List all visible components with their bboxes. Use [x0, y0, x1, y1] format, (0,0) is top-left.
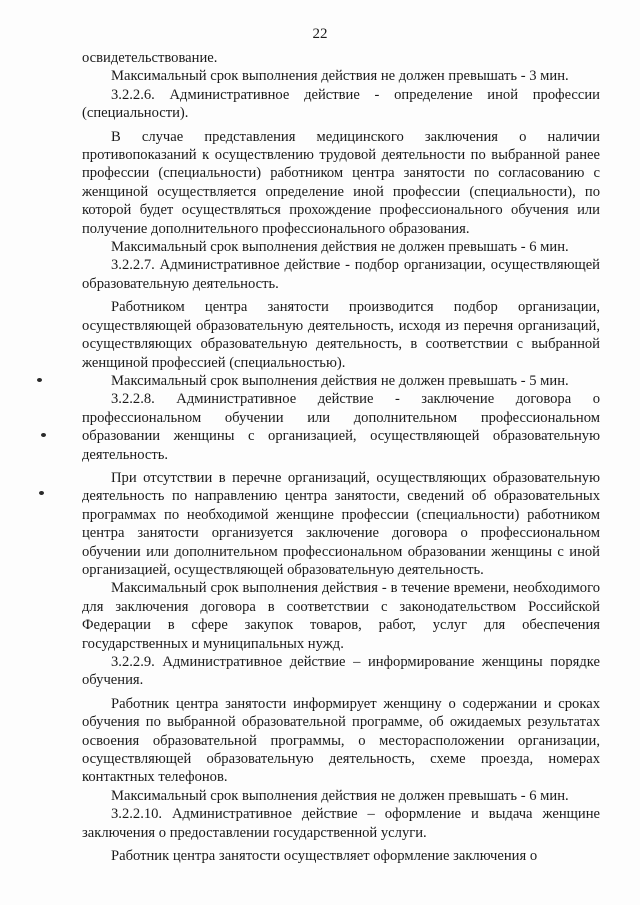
paragraph: Работник центра занятости информирует женщину о содержании и сроках обучения по выбранной образовательной программе, об ожидаемых результатах освоения образовательной программы, о месторасположении организации, осуществляющей образовательную деятельность, схеме проезда, номерах контактных телефонов. [82, 695, 600, 786]
margin-mark [41, 433, 46, 437]
section-heading: 3.2.2.9. Административное действие – информирование женщины порядке обучения. [82, 654, 600, 689]
paragraph: Максимальный срок выполнения действия не должен превышать - 6 мин. [111, 239, 569, 256]
paragraph: При отсутствии в перечне организаций, осуществляющих образовательную деятельность по направлению центра занятости, сведений об образовательных программах по необходимой женщине профессии (специальности) работником центра занятости организуется заключение договора о профессиональном обучении или дополнительном профессиональном образовании женщины с иной организацией, осуществляющей образовательную деятельность. [82, 469, 600, 578]
margin-mark [39, 491, 44, 495]
paragraph: освидетельствование. [82, 50, 218, 66]
paragraph: Максимальный срок выполнения действия не должен превышать - 6 мин. [111, 787, 569, 804]
margin-mark [37, 378, 42, 382]
paragraph: Максимальный срок выполнения действия не должен превышать - 3 мин. [111, 68, 569, 85]
paragraph: Работником центра занятости производится подбор организации, осуществляющей образовательную деятельность, исходя из перечня организаций, осуществляющих образовательную деятельность, в соответствии с выбранной женщиной профессией (специальностью). [82, 299, 600, 371]
page-number: 22 [312, 26, 328, 42]
paragraph: Максимальный срок выполнения действия не должен превышать - 5 мин. [111, 372, 569, 389]
section-heading: 3.2.2.7. Административное действие - подбор организации, осуществляющей образовательную деятельность. [82, 257, 600, 292]
section-heading: 3.2.2.10. Административное действие – оформление и выдача женщине заключения о предоставлении государственной услуги. [82, 806, 600, 841]
section-heading: 3.2.2.6. Административное действие - определение иной профессии (специальности). [82, 86, 600, 122]
paragraph: Работник центра занятости осуществляет оформление заключения о [111, 848, 538, 865]
paragraph: Максимальный срок выполнения действия - в течение времени, необходимого для заключения договора в соответствии с законодательством Российской Федерации в сфере закупок товаров, работ, услуг для обеспечения государственных и муниципальных нужд. [82, 580, 600, 652]
document-body [82, 49, 600, 865]
section-heading: 3.2.2.8. Административное действие - заключение договора о профессиональном обучении или дополнительном профессиональном образовании женщины с организацией, осуществляющей образовательную деятельность. [82, 391, 600, 463]
paragraph: В случае представления медицинского заключения о наличии противопоказаний к осуществлению трудовой деятельности по выбранной ранее профессии (специальности) работником центра занятости по согласованию с женщиной осуществляется определение иной профессии (специальности), по которой будет осуществляться прохождение профессионального обучения или получение дополнительного профессионального образования. [82, 128, 600, 237]
